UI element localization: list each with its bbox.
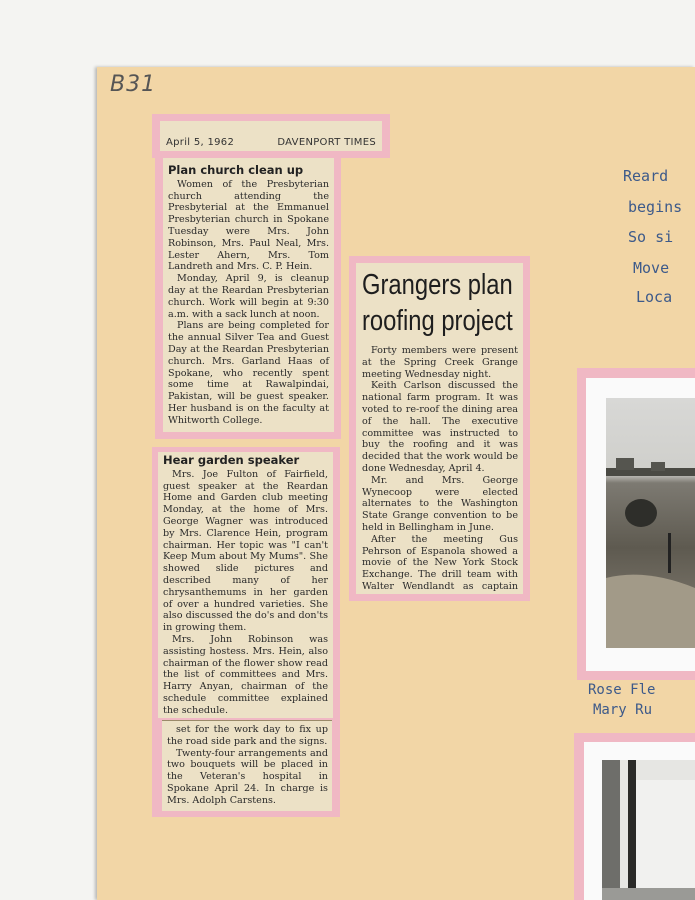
clip2-article xyxy=(158,452,333,718)
clip4-para: Keith Carlson discussed the national farm program. It was voted to re-roof the dining area of the hall. The executive committee was instructed to buy the roofing and it was decided that the work would be done Wednesday, April 4. xyxy=(362,380,518,474)
clip4-para: After the meeting Gus Pehrson of Espanola showed a movie of the New York Stock Exchange. The drill team with Walter Wendlandt as captain xyxy=(362,533,518,592)
photo-caption: Mary Ru xyxy=(593,702,653,718)
clip1-article xyxy=(163,158,334,432)
clip1-date: April 5, 1962 xyxy=(166,137,235,148)
handwritten-note: Reard xyxy=(623,167,669,185)
handwritten-note: Loca xyxy=(636,288,673,306)
clip4-headline: Grangers plan roofing project xyxy=(362,269,513,337)
building-photo-scene xyxy=(602,760,695,900)
clip4-para: Mr. and Mrs. George Wynecoop were elected alternates to the Washington State Grange convention to be held in Bellingham in June. xyxy=(362,474,518,533)
handwritten-note: Move xyxy=(633,259,670,277)
clip2-para: Mrs. Joe Fulton of Fairfield, guest speaker at the Reardan Home and Garden club meeting Monday, at the home of Mrs. George Wagner was introduced by Mrs. Clarence Hein, program chairman. Her topic was "I can't Keep Mum about My Mums". She showed slide pictures and described many of her chrysanthemums in her garden of over a hundred varieties. She also discussed the do's and don'ts in growing them. xyxy=(163,468,328,634)
farm-photo xyxy=(586,378,695,671)
photo-caption: Rose Fle xyxy=(588,682,656,698)
farm-photo-scene xyxy=(606,398,695,648)
clip1-para: Women of the Presbyterian church attending the Presbyterial at the Emmanuel Presbyterian church in Spokane Tuesday were Mrs. John Robinson, Mrs. Paul Neal, Mrs. Lester Ahern, Mrs. Tom Landreth and Mrs. C. P. Hein. xyxy=(168,178,329,273)
farm-photo-image xyxy=(606,398,695,648)
clip1-para: Monday, April 9, is cleanup day at the Reardan Presbyterian church. Work will begin at 9:30 a.m. with a sack lunch at noon. xyxy=(168,273,329,320)
clip1-dateline-box xyxy=(160,121,382,151)
handwritten-note: begins xyxy=(628,198,683,216)
clip2-para: Mrs. John Robinson was assisting hostess. Mrs. Hein, also chairman of the flower show read the list of committees and Mrs. Harry Anyan, chairman of the schedule committee explained the schedule. xyxy=(163,633,328,716)
handwritten-note: So si xyxy=(628,228,674,246)
building-photo xyxy=(584,742,695,900)
clip2-headline: Hear garden speaker xyxy=(163,453,300,467)
clip4-para: Forty members were present at the Spring Creek Grange meeting Wednesday night. xyxy=(362,345,518,380)
clip4-article xyxy=(356,263,523,594)
clip1-para: Plans are being completed for the annual Silver Tea and Guest Day at the Reardan Presbyterian church. Mrs. Garland Haas of Spokane, who recently spent some time at Rawalpindai, Pakistan, will be guest speaker. Her husband is on the faculty at Whitworth College. xyxy=(168,320,329,426)
clip3-para: Twenty-four arrangements and two bouquets will be placed in the Veteran's hospital in Spokane April 24. In charge is Mrs. Adolph Carstens. xyxy=(167,747,328,806)
clip1-paper: DAVENPORT TIMES xyxy=(277,137,376,148)
clip3-para: set for the work day to fix up the road side park and the signs. xyxy=(167,724,328,747)
building-photo-image xyxy=(602,760,695,900)
page-code: B31 xyxy=(110,72,157,97)
clip3-article xyxy=(162,720,332,811)
clip2-para xyxy=(163,717,328,718)
clip1-headline: Plan church clean up xyxy=(168,163,304,177)
dateline xyxy=(166,137,376,149)
